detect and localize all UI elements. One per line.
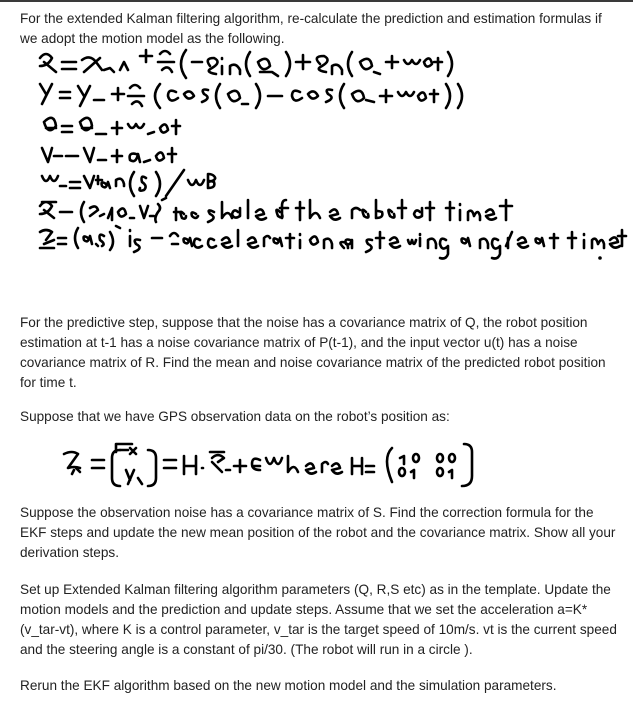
- handwritten-equation-v: [42, 148, 176, 162]
- gps-intro-paragraph: Suppose that we have GPS observation data on the robot’s position as:: [20, 409, 450, 424]
- handwritten-input-definition: [40, 226, 626, 260]
- handwritten-motion-model: [0, 0, 633, 300]
- intro-paragraph: For the extended Kalman filtering algorithm, re-calculate the prediction and estimation formulas if we adopt the motion model as the following.: [20, 11, 602, 46]
- handwritten-equation-w: [42, 170, 215, 196]
- rerun-paragraph: Rerun the EKF algorithm based on the new motion model and the simulation parameters.: [20, 678, 557, 693]
- setup-paragraph: Set up Extended Kalman filtering algorithm parameters (Q, R,S etc) as in the template. Update the motion models and the prediction and update steps. Assume that we set the acceleration a=K*(v_tar-vt), where K is a control parameter, v_tar is the target speed of 10m/s. vt is the current speed and the steering angle is a constant of pi/30. (The robot will run in a circle ).: [20, 582, 617, 657]
- correction-step-paragraph: Suppose the observation noise has a covariance matrix of S. Find the correction formula for the EKF steps and update the new mean position of the robot and the covariance matrix. Show all your derivation steps.: [20, 505, 616, 560]
- handwritten-state-definition: [40, 198, 512, 222]
- prediction-step-paragraph: For the predictive step, suppose that the noise has a covariance matrix of Q, the robot position estimation at t-1 has a noise covariance matrix of P(t-1), and the input vector u(t) has a noise covariance matrix of R. Find the mean and noise covariance matrix of the predicted robot position for time t.: [20, 315, 606, 390]
- handwritten-equation-x: [40, 50, 452, 78]
- handwritten-equation-y: [40, 84, 462, 108]
- handwritten-equation-theta: [44, 118, 180, 134]
